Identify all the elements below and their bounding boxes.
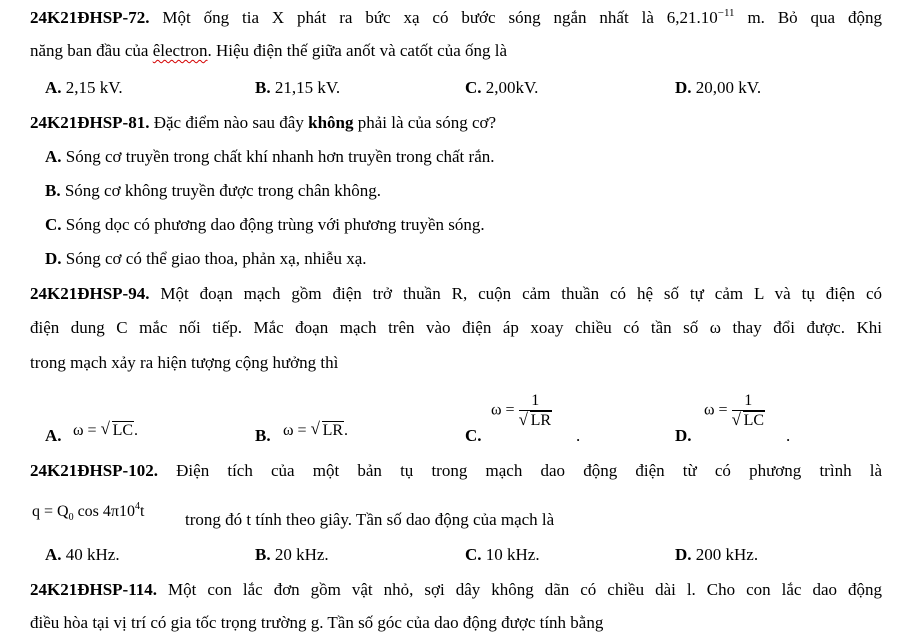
question-94-option-c-formula	[491, 392, 552, 430]
question-text: năng ban đầu của	[30, 41, 153, 60]
question-text: m. Bỏ qua động	[734, 8, 882, 27]
question-81-option-d	[45, 249, 367, 269]
option-letter: C.	[465, 78, 482, 97]
radicand: LC	[743, 412, 765, 429]
radicand: LR	[322, 422, 344, 439]
option-letter: A.	[45, 545, 62, 564]
question-94-option-a-formula	[73, 421, 138, 440]
question-102-stem-line1	[30, 461, 882, 481]
option-text: Sóng cơ không truyền được trong chân không.	[60, 181, 381, 200]
question-id: 24K21ĐHSP-114.	[30, 580, 158, 599]
option-letter: D.	[675, 426, 692, 445]
spellcheck-word: êlectron	[152, 41, 208, 60]
question-text: điều hòa tại vị trí có gia tốc trọng trường g. Tần số góc của dao động được tính bằng	[30, 613, 604, 632]
question-text: Điện tích của một bản tụ trong mạch dao động điện từ có phương trình là	[157, 461, 882, 480]
option-text: 200 kHz.	[691, 545, 759, 564]
question-94-option-b-formula	[283, 421, 348, 440]
numerator: 1	[732, 392, 765, 411]
question-114-stem-line2	[30, 613, 882, 633]
question-94-stem-line3	[30, 353, 882, 373]
radicand: LR	[530, 412, 552, 429]
question-102-equation	[32, 503, 144, 527]
fraction	[732, 392, 765, 430]
option-letter: B.	[255, 78, 271, 97]
question-text: Một con lắc đơn gồm vật nhỏ, sợi dây không dãn có chiều dài l. Cho con lắc dao động	[157, 580, 882, 599]
formula-end: .	[786, 426, 791, 445]
option-text: 2,00kV.	[481, 78, 539, 97]
question-72-option-d	[675, 78, 761, 98]
square-root	[732, 411, 765, 430]
question-text: điện dung C mắc nối tiếp. Mắc đoạn mạch trên vào điện áp xoay chiều có tần số ω thay đổi được. Khi	[30, 318, 882, 337]
formula-lhs: ω =	[283, 422, 311, 439]
formula-end: .	[344, 422, 349, 439]
question-id: 24K21ĐHSP-81.	[30, 113, 150, 132]
option-text: Sóng cơ truyền trong chất khí nhanh hơn truyền trong chất rắn.	[61, 147, 495, 166]
option-text: 21,15 kV.	[270, 78, 341, 97]
formula-lhs: ω =	[704, 401, 732, 419]
option-letter: A.	[45, 426, 62, 445]
question-102-option-d	[675, 545, 758, 565]
question-text: trong mạch xảy ra hiện tượng cộng hưởng thì	[30, 353, 339, 372]
square-root	[519, 411, 552, 430]
question-text: . Hiệu điện thế giữa anốt và catốt của ống là	[207, 41, 508, 60]
question-id: 24K21ĐHSP-94.	[30, 284, 150, 303]
option-letter: D.	[675, 545, 692, 564]
question-81-option-c	[45, 215, 485, 235]
radical-sign-icon: √	[310, 419, 320, 438]
question-81-option-b	[45, 181, 381, 201]
formula-lhs: ω =	[73, 422, 101, 439]
radical-sign-icon: √	[100, 419, 110, 438]
question-94-option-c-end	[576, 426, 580, 446]
option-text: Sóng cơ có thể giao thoa, phản xạ, nhiễu xạ.	[61, 249, 367, 268]
formula-end: .	[576, 426, 581, 445]
question-94-option-d-end	[786, 426, 790, 446]
subscript: 0	[68, 512, 74, 524]
question-72-stem-line2	[30, 41, 882, 61]
question-94-stem-line2	[30, 318, 882, 338]
question-text: phải là của sóng cơ?	[353, 113, 497, 132]
question-94-option-d-formula	[704, 392, 765, 430]
exponent: −11	[717, 7, 735, 19]
square-root	[311, 421, 344, 440]
question-72-stem-line1	[30, 8, 882, 28]
square-root	[101, 421, 134, 440]
question-94-option-c-letter	[465, 426, 482, 446]
question-94-stem-line1	[30, 284, 882, 304]
denominator	[519, 411, 552, 430]
radical-sign-icon: √	[518, 410, 528, 429]
question-102-option-c	[465, 545, 540, 565]
denominator	[732, 411, 765, 430]
question-102-option-b	[255, 545, 329, 565]
question-94-option-b-letter	[255, 426, 271, 446]
question-text: Một ống tia X phát ra bức xạ có bước sóng ngắn nhất là 6,21.10	[149, 8, 718, 27]
question-72-option-b	[255, 78, 340, 98]
formula-end: .	[134, 422, 139, 439]
equation-lhs: q = Q	[32, 503, 69, 520]
option-text: 20,00 kV.	[691, 78, 762, 97]
question-text: Một đoạn mạch gồm điện trở thuần R, cuộn cảm thuần có hệ số tự cảm L và tụ điện có	[149, 284, 882, 303]
question-81-stem	[30, 113, 882, 133]
option-text: 20 kHz.	[270, 545, 329, 564]
option-letter: B.	[255, 545, 271, 564]
emphasis-text: không	[308, 113, 354, 132]
formula-lhs: ω =	[491, 401, 519, 419]
question-id: 24K21ĐHSP-72.	[30, 8, 150, 27]
option-text: 2,15 kV.	[61, 78, 123, 97]
equation-var: t	[139, 503, 145, 520]
option-text: 40 kHz.	[61, 545, 120, 564]
question-text: Đặc điểm nào sau đây	[149, 113, 309, 132]
question-72-option-a	[45, 78, 123, 98]
option-letter: A.	[45, 147, 62, 166]
question-94-option-a-letter	[45, 426, 62, 446]
radical-sign-icon: √	[731, 410, 741, 429]
option-letter: C.	[465, 545, 482, 564]
question-text: trong đó t tính theo giây. Tần số dao động của mạch là	[185, 510, 555, 529]
question-114-stem-line1	[30, 580, 882, 600]
numerator: 1	[519, 392, 552, 411]
question-102-option-a	[45, 545, 120, 565]
option-letter: C.	[45, 215, 62, 234]
question-72-option-c	[465, 78, 538, 98]
radicand: LC	[112, 422, 134, 439]
question-102-stem-line2	[185, 510, 554, 530]
question-81-option-a	[45, 147, 495, 167]
option-letter: C.	[465, 426, 482, 445]
question-94-option-d-letter	[675, 426, 692, 446]
option-letter: D.	[675, 78, 692, 97]
option-letter: A.	[45, 78, 62, 97]
option-letter: B.	[255, 426, 271, 445]
question-id: 24K21ĐHSP-102.	[30, 461, 158, 480]
exponent: 4	[134, 501, 140, 512]
option-letter: B.	[45, 181, 61, 200]
option-text: Sóng dọc có phương dao động trùng với phương truyền sóng.	[61, 215, 485, 234]
option-letter: D.	[45, 249, 62, 268]
option-text: 10 kHz.	[481, 545, 540, 564]
equation-rhs: cos 4π10	[73, 503, 135, 520]
fraction	[519, 392, 552, 430]
